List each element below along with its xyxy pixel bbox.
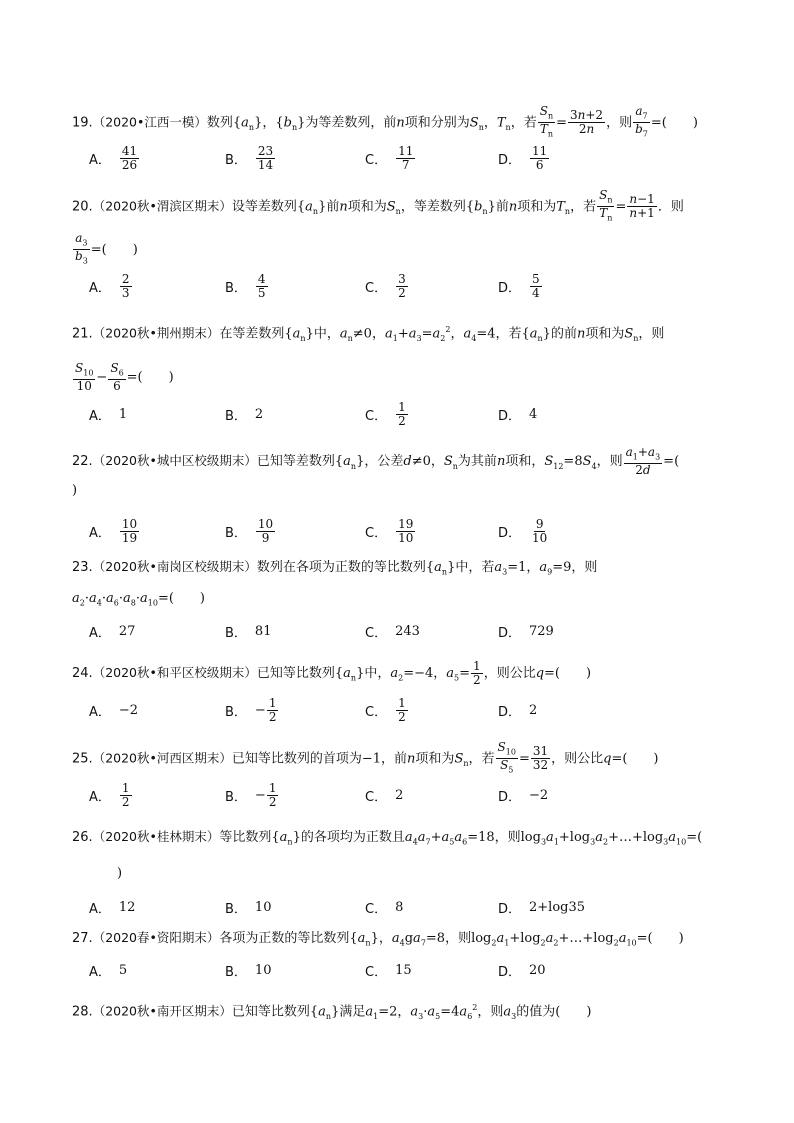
question-28: 28.（2020秋•南开区期末）已知等比数列$\{a_n\}$满足$a_1=2$，$a_3\cdot a_5=4a_6^2$，则$a_3$的值为( ) [72,1003,592,1021]
options-21 [89,397,729,431]
options-24 [89,693,729,727]
option-d: D． $\frac{5}{4}$ [498,271,540,300]
option-c: C． 15 [365,962,412,980]
option-a: A． $\frac{10}{19}$ [89,516,138,545]
question-19: 19.（2020•江西一模）数列$\{a_n\}$，$\{b_n\}$为等差数列，前n项和分别为$S_n$，$T_n$，若 $\frac{S_n}{T_n}$ = $\frac{3n+2}{2n}$ ，则 $\frac{a_7}{b_7}$ =( ) [72,104,698,139]
option-c: C． $\frac{11}{7}$ [365,143,414,172]
option-b: B． − $\frac{1}{2}$ [225,695,277,724]
question-21: 21.（2020秋•荆州期末）在等差数列$\{a_n\}$中，$a_n\ne 0$，$a_1+a_3=a_2^2$，$a_4=4$，若$\{a_n\}$的前n项和为$S_n$，则 [72,325,665,343]
option-a: A． 12 [89,899,136,917]
option-d: D． 2+log35 [498,899,586,917]
options-22 [89,514,729,548]
option-a: A． $\frac{2}{3}$ [89,271,130,300]
question-22-cont: ) [72,483,78,498]
option-a: A． 1 [89,406,128,424]
option-d: D． 729 [498,623,554,641]
question-26-cont: ) [117,866,123,881]
option-d: D． 4 [498,406,538,424]
options-20 [89,269,729,303]
option-b: B． $\frac{10}{9}$ [225,516,274,545]
option-c: C． $\frac{1}{2}$ [365,399,406,428]
option-c: C． 8 [365,899,404,917]
options-26 [89,890,729,924]
option-d: D． $\frac{11}{6}$ [498,143,548,172]
option-a: A． −2 [89,702,139,720]
option-b: B． 81 [225,623,272,641]
question-21-cont: $\frac{S_{10}}{10}$ − $\frac{S_6}{6}$ =( ) [75,361,174,394]
option-b: B． − $\frac{1}{2}$ [225,780,277,809]
option-a: A． 5 [89,962,128,980]
options-23 [89,614,729,648]
option-b: B． 10 [225,899,272,917]
question-22: 22.（2020秋•城中区校级期末）已知等差数列$\{a_n\}$，公差d≠0，$S_n$为其前n项和，$S_{12}=8S_4$，则 $\frac{a_1+a_3}{2d}$ =( [72,445,680,478]
option-b: B． 2 [225,406,264,424]
options-27 [89,953,729,987]
question-20: 20.（2020秋•渭滨区期末）设等差数列$\{a_n\}$前n项和为$S_n$，等差数列$\{b_n\}$前n项和为$T_n$，若 $\frac{S_n}{T_n}$ = $\frac{n-1}{n+1}$ ．则 [72,188,684,223]
question-23: 23.（2020秋•南岗区校级期末）数列在各项为正数的等比数列$\{a_n\}$中，若$a_3=1$，$a_9=9$，则 [72,559,598,577]
option-c: C． 2 [365,787,404,805]
option-b: B． $\frac{23}{14}$ [225,143,274,172]
option-b: B． 10 [225,962,272,980]
option-d: D． $\frac{9}{10}$ [498,516,548,545]
options-25 [89,778,729,812]
option-a: A． $\frac{1}{2}$ [89,780,130,809]
option-b: B． $\frac{4}{5}$ [225,271,266,300]
option-d: D． 2 [498,702,538,720]
question-27: 27.（2020春•资阳期末）各项为正数的等比数列$\{a_n\}$，$a_4ga_7=8$，则$\log_2a_1+\log_2a_2+\dots+\log_2a_{10}=$( ) [72,930,684,948]
option-d: D． −2 [498,787,549,805]
option-a: A． $\frac{41}{26}$ [89,143,138,172]
option-a: A． 27 [89,623,136,641]
option-c: C． $\frac{1}{2}$ [365,695,406,724]
options-19 [89,141,729,175]
option-c: C． 243 [365,623,420,641]
question-26: 26.（2020秋•桂林期末）等比数列$\{a_n\}$的各项均为正数且$a_4a_7+a_5a_6=18$，则$\log_3a_1+\log_3a_2+\dots+\log_3a_{10}=$( [72,829,703,847]
option-c: C． $\frac{3}{2}$ [365,271,406,300]
question-20-cont: $\frac{a_3}{b_3}$ =( ) [75,231,138,266]
option-c: C． $\frac{19}{10}$ [365,516,414,545]
question-25: 25.（2020秋•河西区期末）已知等比数列的首项为−1，前n项和为$S_n$，若 $\frac{S_{10}}{S_5}$ = $\frac{31}{32}$ ，则公比q=( ) [72,740,659,775]
option-d: D． 20 [498,962,546,980]
question-23-cont: $a_2\cdot a_4\cdot a_6\cdot a_8\cdot a_{10}=$( ) [72,591,205,608]
question-24: 24.（2020秋•和平区校级期末）已知等比数列$\{a_n\}$中，$a_2=-4$，$a_5=$ $\frac{1}{2}$ ，则公比q=( ) [72,659,592,687]
